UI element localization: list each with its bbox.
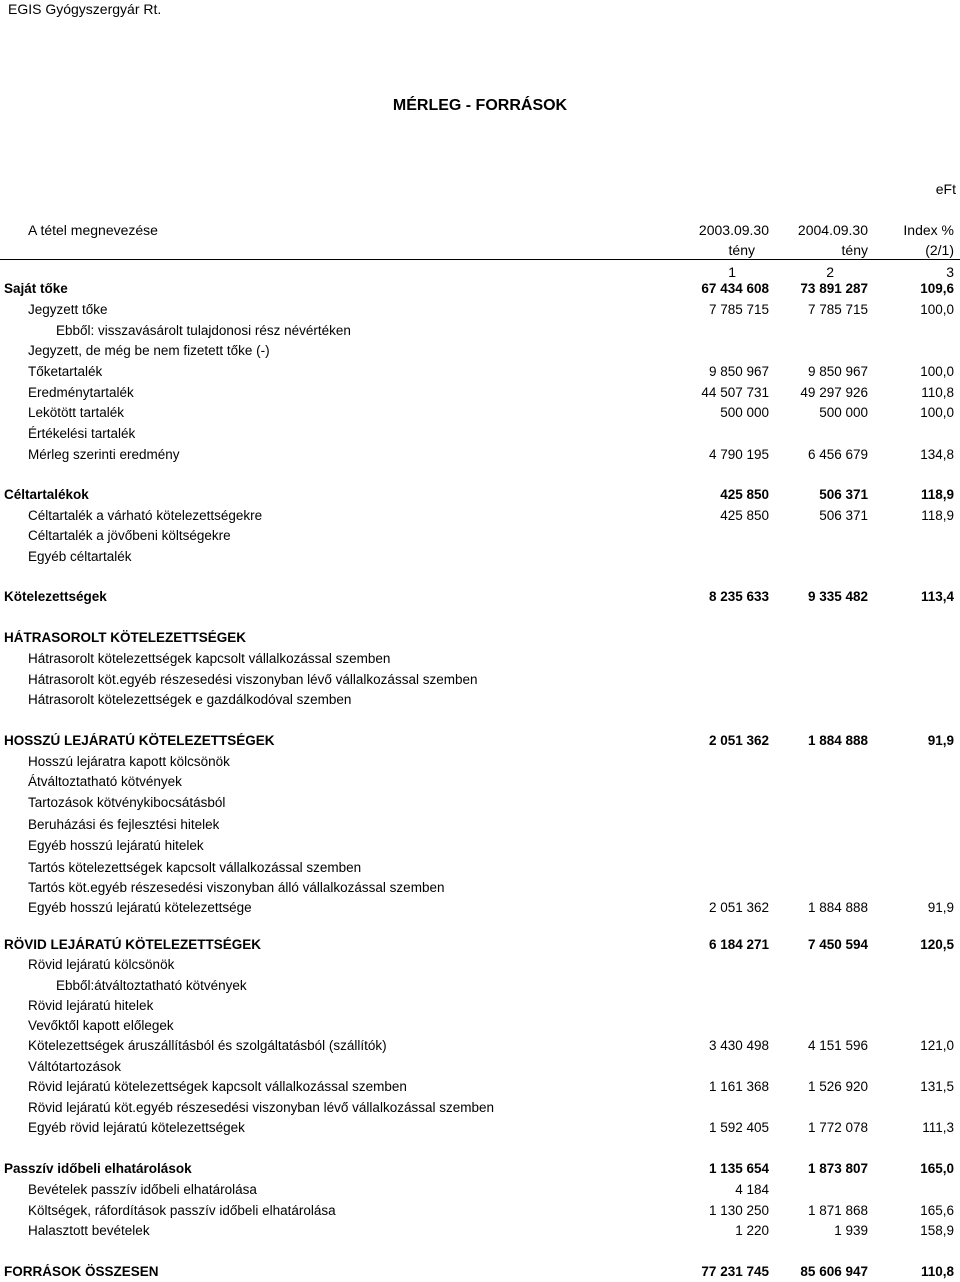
value-index: 158,9 [920, 1223, 954, 1238]
value-2004: 1 884 888 [807, 733, 868, 748]
value-index: 91,9 [927, 900, 954, 915]
value-2003: 1 135 654 [708, 1161, 769, 1176]
unit-label: eFt [935, 181, 956, 197]
row-label: RÖVID LEJÁRATÚ KÖTELEZETTSÉGEK [4, 937, 262, 952]
value-index: 165,6 [920, 1203, 954, 1218]
row-label: Rövid lejáratú kötelezettségek kapcsolt vállalkozással szemben [28, 1079, 407, 1094]
value-2004: 73 891 287 [800, 281, 868, 296]
table-row [0, 998, 960, 1016]
value-2003: 425 850 [720, 487, 769, 502]
row-label: Saját tőke [4, 281, 68, 296]
value-2004: 1 871 868 [807, 1203, 868, 1218]
value-index: 111,3 [922, 1120, 954, 1135]
table-row [0, 343, 960, 361]
value-2004: 506 371 [819, 487, 868, 502]
table-row [0, 447, 960, 465]
value-2004: 9 335 482 [807, 589, 868, 604]
table-row [0, 1120, 960, 1138]
table-row [0, 323, 960, 341]
value-2004: 9 850 967 [807, 364, 868, 379]
row-label: Értékelési tartalék [28, 426, 136, 441]
table-row [0, 937, 960, 955]
value-2003: 77 231 745 [701, 1264, 769, 1279]
column-subheader-index: (2/1) [925, 242, 954, 258]
row-label: Céltartalékok [4, 487, 89, 502]
value-2004: 1 939 [834, 1223, 868, 1238]
value-2003: 1 161 368 [708, 1079, 769, 1094]
row-label: Kötelezettségek [4, 589, 107, 604]
row-label: Ebből:átváltoztatható kötvények [56, 978, 247, 993]
table-row [0, 1223, 960, 1241]
row-label: Egyéb hosszú lejáratú kötelezettsége [28, 900, 252, 915]
company-name: EGIS Gyógyszergyár Rt. [8, 1, 162, 17]
table-row [0, 426, 960, 444]
table-row [0, 549, 960, 567]
value-2003: 4 790 195 [708, 447, 769, 462]
column-header-name: A tétel megnevezése [28, 222, 158, 238]
value-index: 100,0 [920, 364, 954, 379]
table-row [0, 774, 960, 792]
table-row [0, 1182, 960, 1200]
row-label: HÁTRASOROLT KÖTELEZETTSÉGEK [4, 630, 246, 645]
value-2003: 2 051 362 [708, 900, 769, 915]
table-row [0, 1161, 960, 1179]
value-index: 100,0 [920, 302, 954, 317]
row-label: FORRÁSOK ÖSSZESEN [4, 1264, 159, 1279]
table-row [0, 364, 960, 382]
table-row [0, 405, 960, 423]
value-2003: 7 785 715 [708, 302, 769, 317]
column-subheader-2003: tény [728, 242, 755, 258]
table-row [0, 957, 960, 975]
row-label: Tartós kötelezettségek kapcsolt vállalkozással szemben [28, 860, 362, 875]
value-2004: 1 873 807 [807, 1161, 868, 1176]
row-label: Egyéb hosszú lejáratú hitelek [28, 838, 204, 853]
row-label: Vevőktől kapott előlegek [28, 1018, 174, 1033]
value-2003: 9 850 967 [708, 364, 769, 379]
table-row [0, 1059, 960, 1077]
column-header-2003: 2003.09.30 [698, 222, 769, 238]
value-index: 109,6 [920, 281, 954, 296]
value-index: 134,8 [920, 447, 954, 462]
value-2003: 1 220 [735, 1223, 769, 1238]
column-number-2: 2 [826, 264, 834, 280]
value-2004: 49 297 926 [800, 385, 868, 400]
table-row [0, 754, 960, 772]
value-2004: 1 884 888 [807, 900, 868, 915]
table-row [0, 589, 960, 607]
table-row [0, 487, 960, 505]
value-index: 100,0 [920, 405, 954, 420]
value-2004: 85 606 947 [800, 1264, 868, 1279]
row-label: Céltartalék a jövőbeni költségekre [28, 528, 231, 543]
table-row [0, 302, 960, 320]
row-label: Átváltoztatható kötvények [28, 774, 182, 789]
row-label: Hátrasorolt köt.egyéb részesedési viszonyban lévő vállalkozással szemben [28, 672, 478, 687]
value-2003: 2 051 362 [708, 733, 769, 748]
value-index: 121,0 [920, 1038, 954, 1053]
table-row [0, 651, 960, 669]
row-label: Rövid lejáratú hitelek [28, 998, 154, 1013]
value-index: 113,4 [920, 589, 954, 604]
table-row [0, 508, 960, 526]
table-row [0, 795, 960, 813]
row-label: Hátrasorolt kötelezettségek kapcsolt vállalkozással szemben [28, 651, 391, 666]
column-subheader-2004: tény [841, 242, 868, 258]
value-2003: 3 430 498 [708, 1038, 769, 1053]
row-label: Lekötött tartalék [28, 405, 125, 420]
row-label: Mérleg szerinti eredmény [28, 447, 180, 462]
row-label: Kötelezettségek áruszállításból és szolgáltatásból (szállítók) [28, 1038, 387, 1053]
row-label: Tartós köt.egyéb részesedési viszonyban álló vállalkozással szemben [28, 880, 445, 895]
table-row [0, 900, 960, 918]
value-2004: 1 526 920 [807, 1079, 868, 1094]
row-label: Rövid lejáratú köt.egyéb részesedési viszonyban lévő vállalkozással szemben [28, 1100, 494, 1115]
value-index: 120,5 [920, 937, 954, 952]
table-row [0, 281, 960, 299]
value-index: 118,9 [920, 487, 954, 502]
row-label: Jegyzett tőke [28, 302, 108, 317]
row-label: Jegyzett, de még be nem fizetett tőke (-) [28, 343, 270, 358]
row-label: Tartozások kötvénykibocsátásból [28, 795, 226, 810]
table-row [0, 1038, 960, 1056]
row-label: Váltótartozások [28, 1059, 122, 1074]
row-label: Költségek, ráfordítások passzív időbeli elhatárolása [28, 1203, 336, 1218]
value-2003: 8 235 633 [708, 589, 769, 604]
value-index: 131,5 [920, 1079, 954, 1094]
table-row [0, 630, 960, 648]
table-row [0, 528, 960, 546]
table-row [0, 1079, 960, 1097]
row-label: Tőketartalék [28, 364, 103, 379]
table-row [0, 733, 960, 751]
value-2003: 1 130 250 [708, 1203, 769, 1218]
table-row [0, 1203, 960, 1221]
table-row [0, 1100, 960, 1118]
value-2004: 4 151 596 [807, 1038, 868, 1053]
column-header-index: Index % [903, 222, 954, 238]
table-row [0, 860, 960, 878]
row-label: Egyéb céltartalék [28, 549, 132, 564]
value-index: 165,0 [920, 1161, 954, 1176]
value-2004: 506 371 [819, 508, 868, 523]
row-label: Bevételek passzív időbeli elhatárolása [28, 1182, 257, 1197]
row-label: Ebből: visszavásárolt tulajdonosi rész névértéken [56, 323, 351, 338]
value-2003: 44 507 731 [701, 385, 769, 400]
column-number-3: 3 [946, 264, 954, 280]
row-label: Beruházási és fejlesztési hitelek [28, 817, 220, 832]
row-label: Rövid lejáratú kölcsönök [28, 957, 175, 972]
value-2004: 6 456 679 [807, 447, 868, 462]
table-row [0, 978, 960, 996]
value-2003: 500 000 [720, 405, 769, 420]
value-2003: 6 184 271 [708, 937, 769, 952]
value-index: 110,8 [921, 385, 954, 400]
table-row [0, 880, 960, 898]
table-row [0, 838, 960, 856]
row-label: Hosszú lejáratra kapott kölcsönök [28, 754, 230, 769]
value-2004: 7 450 594 [807, 937, 868, 952]
value-2003: 1 592 405 [708, 1120, 769, 1135]
table-row [0, 817, 960, 835]
row-label: Egyéb rövid lejáratú kötelezettségek [28, 1120, 245, 1135]
row-label: Passzív időbeli elhatárolások [4, 1161, 192, 1176]
value-2003: 4 184 [735, 1182, 769, 1197]
value-2004: 1 772 078 [807, 1120, 868, 1135]
table-row [0, 672, 960, 690]
row-label: Halasztott bevételek [28, 1223, 150, 1238]
table-row [0, 1264, 960, 1282]
row-label: HOSSZÚ LEJÁRATÚ KÖTELEZETTSÉGEK [4, 733, 275, 748]
column-header-2004: 2004.09.30 [797, 222, 868, 238]
table-row [0, 385, 960, 403]
table-row [0, 1018, 960, 1036]
value-index: 118,9 [921, 508, 954, 523]
row-label: Eredménytartalék [28, 385, 134, 400]
value-2004: 500 000 [819, 405, 868, 420]
report-title: MÉRLEG - FORRÁSOK [392, 97, 568, 114]
column-number-1: 1 [728, 264, 736, 280]
row-label: Céltartalék a várható kötelezettségekre [28, 508, 263, 523]
header-divider [0, 259, 960, 260]
value-2004: 7 785 715 [807, 302, 868, 317]
value-2003: 425 850 [720, 508, 769, 523]
value-index: 91,9 [927, 733, 954, 748]
value-2003: 67 434 608 [701, 281, 769, 296]
table-row [0, 692, 960, 710]
row-label: Hátrasorolt kötelezettségek e gazdálkodóval szemben [28, 692, 352, 707]
value-index: 110,8 [920, 1264, 954, 1279]
